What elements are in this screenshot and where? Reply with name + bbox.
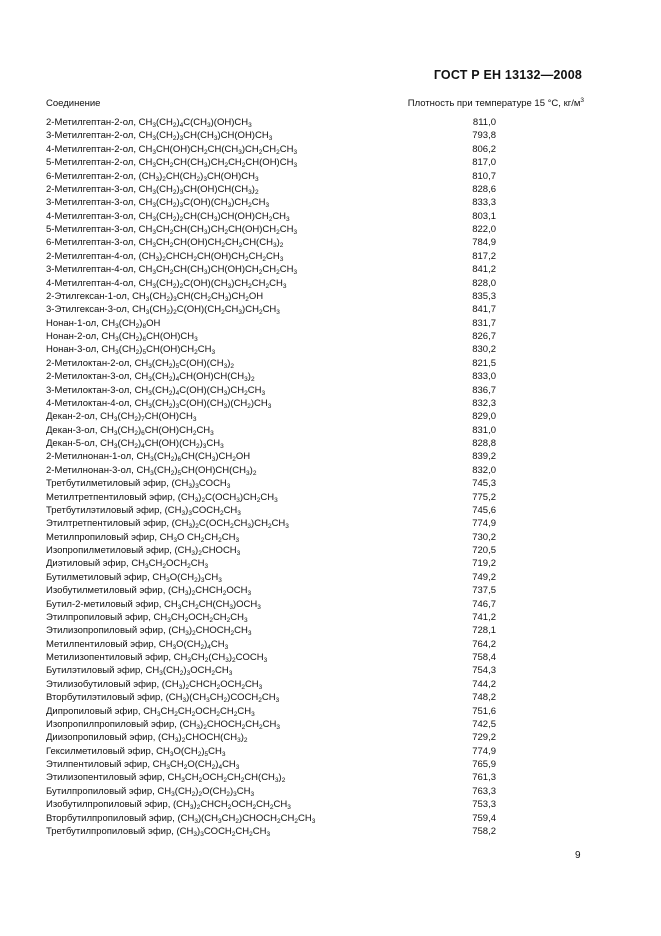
density-value: 821,5 (472, 357, 496, 369)
compound-name: Третбутилметиловый эфир, $(CH_3)_3COCH_3$ (46, 478, 231, 491)
table-row (46, 745, 496, 758)
table-row (46, 290, 496, 303)
compound-name: Этилизопропиловый эфир, $(CH_3)_2CHOCH_2CH_3$ (46, 625, 252, 638)
compound-name: Бутилэтиловый эфир, $CH_3(CH_2)_3OCH_2CH_3$ (46, 665, 233, 678)
density-value: 758,4 (472, 652, 496, 663)
density-value: 793,8 (472, 130, 496, 142)
table-row (46, 825, 496, 838)
compound-name: Декан-5-ол, $CH_3(CH_2)_4CH(OH)(CH_2)_3CH_3$ (46, 438, 224, 450)
compound-name: Диэтиловый эфир, $CH_3CH_2OCH_2CH_3$ (46, 558, 209, 571)
density-value: 817,0 (472, 157, 496, 169)
density-value: 833,3 (472, 197, 496, 209)
density-value: 806,2 (472, 143, 496, 155)
table-row (46, 450, 496, 463)
compound-name: 4-Метилгептан-2-ол, $CH_3CH(OH)CH_2CH(CH_3)CH_2CH_2CH_3$ (46, 143, 298, 156)
table-row (46, 785, 496, 798)
density-value: 828,8 (472, 438, 496, 449)
compound-name: 2-Метилоктан-2-ол, $CH_3(CH_2)_5C(OH)(CH_3)_2$ (46, 357, 234, 370)
table-row (46, 236, 496, 249)
density-value: 763,3 (472, 785, 496, 797)
compound-name: 2-Метилнонан-1-ол, $CH_3(CH_2)_6CH(CH_3)CH_2OH$ (46, 451, 251, 464)
compound-name: 2-Этилгексан-1-ол, $CH_3(CH_2)_3CH(CH_2CH_3)CH_2OH$ (46, 290, 264, 303)
table-row (46, 223, 496, 236)
density-value: 831,0 (472, 424, 496, 436)
table-row (46, 544, 496, 557)
density-value: 784,9 (472, 237, 496, 249)
density-label: Плотность при температуре 15 °С, кг/м (407, 98, 581, 109)
table-row (46, 731, 496, 744)
table-row (46, 424, 496, 437)
table-row (46, 410, 496, 423)
compound-name: 2-Метилгептан-2-ол, $CH_3(CH_2)_4C(CH_3)(OH)CH_3$ (46, 117, 252, 129)
density-value: 742,5 (472, 718, 496, 730)
table-row (46, 638, 496, 651)
density-value: 758,2 (472, 825, 496, 837)
table-row (46, 758, 496, 771)
compound-name: Этилтретпентиловый эфир, $(CH_3)_2C(OCH_2CH_3)CH_2CH_3$ (46, 518, 289, 531)
compound-name: 6-Метилгептан-3-ол, $CH_3CH_2CH(OH)CH_2CH_2CH(CH_3)_2$ (46, 237, 284, 250)
table-row (46, 210, 496, 223)
compound-name: Этилпропиловый эфир, $CH_3CH_2OCH_2CH_2CH_3$ (46, 611, 248, 624)
density-value: 775,2 (472, 491, 496, 503)
compound-name: 3-Метилгептан-2-ол, $CH_3(CH_2)_3CH(CH_3)CH(OH)CH_3$ (46, 130, 273, 143)
compound-name: Декан-3-ол, $CH_3(CH_2)_6CH(OH)CH_2CH_3$ (46, 424, 214, 437)
table-row (46, 116, 496, 129)
compound-name: Бутил-2-метиловый эфир, $CH_3CH_2CH(CH_3)OCH_3$ (46, 598, 261, 611)
density-value: 753,3 (472, 799, 496, 811)
table-row (46, 437, 496, 450)
table-row (46, 611, 496, 624)
compound-name: 5-Метилгептан-3-ол, $CH_3CH_2CH(CH_3)CH_2CH(OH)CH_2CH_3$ (46, 224, 298, 236)
density-value: 811,0 (472, 117, 496, 128)
compound-name: Метилпропиловый эфир, $CH_3O$ $CH_2CH_2CH_3$ (46, 531, 240, 544)
density-value: 745,3 (472, 478, 496, 490)
table-row (46, 531, 496, 544)
table-row (46, 705, 496, 718)
table-row (46, 517, 496, 530)
density-value: 832,0 (472, 464, 496, 476)
compound-name: 2-Метилгептан-4-ол, $(CH_3)_2CHCH_2CH(OH)CH_2CH_2CH_3$ (46, 250, 284, 263)
table-row (46, 357, 496, 370)
density-value: 751,6 (472, 705, 496, 717)
density-value: 830,2 (472, 344, 496, 356)
compound-name: Метилпентиловый эфир, $CH_3O(CH_2)_4CH_3$ (46, 638, 229, 651)
density-value: 822,0 (472, 224, 496, 235)
table-row (46, 156, 496, 169)
document-id: ГОСТ Р ЕН 13132—2008 (433, 68, 582, 82)
compound-name: Изобутилметиловый эфир, $(CH_3)_2CHCH_2OCH_3$ (46, 585, 252, 598)
compound-name: Метилизопентиловый эфир, $CH_3CH_2(CH_3)_2COCH_3$ (46, 652, 268, 664)
density-value: 746,7 (472, 598, 496, 610)
density-value: 729,2 (472, 732, 496, 744)
compound-name: 4-Метилгептан-4-ол, $CH_3(CH_2)_2C(OH)(CH_3)CH_2CH_2CH_3$ (46, 277, 287, 290)
density-value: 748,2 (472, 692, 496, 704)
compound-name: Вторбутилпропиловый эфир, $(CH_3)(CH_3CH_2)CHOCH_2CH_2CH_3$ (46, 812, 316, 825)
density-value: 745,6 (472, 504, 496, 516)
density-value: 730,2 (472, 531, 496, 543)
compound-name: Гексилметиловый эфир, $CH_3O(CH_2)_5CH_3$ (46, 745, 226, 758)
density-value: 835,3 (472, 290, 496, 302)
compound-name: Нонан-3-ол, $CH_3(CH_2)_5CH(OH)CH_2CH_3$ (46, 344, 216, 357)
density-value: 764,2 (472, 638, 496, 650)
density-value: 832,3 (472, 397, 496, 409)
table-row (46, 584, 496, 597)
compound-name: 3-Метилоктан-3-ол, $CH_3(CH_2)_4C(OH)(CH_3)CH_2CH_3$ (46, 384, 266, 397)
compound-name: Диизопропиловый эфир, $(CH_3)_2CHOCH(CH_3)_2$ (46, 732, 248, 745)
density-value: 826,7 (472, 331, 496, 342)
table-row (46, 343, 496, 356)
compound-name: Третбутилпропиловый эфир, $(CH_3)_3COCH_2CH_2CH_3$ (46, 825, 271, 838)
table-row (46, 397, 496, 410)
compound-name: Этилизопентиловый эфир, $CH_3CH_2OCH_2CH_2CH(CH_3)_2$ (46, 772, 286, 785)
table-row (46, 557, 496, 570)
compound-name: Изобутилпропиловый эфир, $(CH_3)_2CHCH_2OCH_2CH_2CH_3$ (46, 799, 291, 812)
table-row (46, 384, 496, 397)
table-row (46, 303, 496, 316)
density-value: 833,0 (472, 371, 496, 383)
compound-name: 6-Метилгептан-2-ол, $(CH_3)_2CH(CH_2)_3CH(OH)CH_3$ (46, 170, 259, 183)
column-header-compound: Соединение (46, 98, 101, 109)
compound-name: Метилтретпентиловый эфир, $(CH_3)_2C(OCH_3)CH_2CH_3$ (46, 491, 278, 504)
table-row (46, 277, 496, 290)
compound-name: Декан-2-ол, $CH_3(CH_2)_7CH(OH)CH_3$ (46, 411, 197, 424)
table-row (46, 263, 496, 276)
table-row (46, 571, 496, 584)
table-row (46, 477, 496, 490)
table-row (46, 491, 496, 504)
compound-name: 4-Метилгептан-3-ол, $CH_3(CH_2)_2CH(CH_3)CH(OH)CH_2CH_3$ (46, 210, 290, 223)
table-row (46, 651, 496, 664)
table-row (46, 678, 496, 691)
density-value: 741,2 (472, 611, 496, 623)
density-value: 728,1 (472, 625, 496, 637)
table-row (46, 196, 496, 209)
table-row (46, 183, 496, 196)
table-row (46, 718, 496, 731)
density-table (46, 116, 496, 838)
compound-name: Нонан-2-ол, $CH_3(CH_2)_6CH(OH)CH_3$ (46, 331, 198, 343)
density-value: 828,6 (472, 183, 496, 195)
table-row (46, 250, 496, 263)
compound-name: 5-Метилгептан-2-ол, $CH_3CH_2CH(CH_3)CH_2CH_2CH(OH)CH_3$ (46, 157, 298, 170)
table-row (46, 664, 496, 677)
density-value: 765,9 (472, 759, 496, 770)
density-value: 749,2 (472, 571, 496, 583)
table-row (46, 691, 496, 704)
density-value: 831,7 (472, 317, 496, 329)
compound-name: 3-Метилгептан-3-ол, $CH_3(CH_2)_3C(OH)(CH_3)CH_2CH_3$ (46, 197, 270, 210)
compound-name: Бутилметиловый эфир, $CH_3O(CH_2)_3CH_3$ (46, 571, 222, 584)
density-unit-exponent: 3 (580, 97, 584, 104)
compound-name: Дипропиловый эфир, $CH_3CH_2CH_2OCH_2CH_2CH_3$ (46, 705, 255, 718)
density-value: 719,2 (472, 558, 496, 570)
compound-name: Третбутилэтиловый эфир, $(CH_3)_3COCH_2CH_3$ (46, 504, 241, 517)
table-row (46, 598, 496, 611)
table-row (46, 464, 496, 477)
compound-name: 2-Метилнонан-3-ол, $CH_3(CH_2)_5CH(OH)CH(CH_3)_2$ (46, 464, 257, 477)
density-value: 817,2 (472, 250, 496, 262)
table-row (46, 330, 496, 343)
density-value: 841,2 (472, 264, 496, 276)
compound-name: 3-Этилгексан-3-ол, $CH_3(CH_2)_2C(OH)(CH_2CH_3)CH_2CH_3$ (46, 304, 280, 317)
compound-name: Изопропилметиловый эфир, $(CH_3)_2CHOCH_3$ (46, 545, 241, 557)
table-row (46, 624, 496, 637)
compound-name: 3-Метилгептан-4-ол, $CH_3CH_2CH(CH_3)CH(OH)CH_2CH_2CH_3$ (46, 264, 298, 277)
compound-name: 2-Метилоктан-3-ол, $CH_3(CH_2)_4CH(OH)CH(CH_3)_2$ (46, 371, 255, 384)
compound-name: 4-Метилоктан-4-ол, $CH_3(CH_2)_3C(OH)(CH_3)(CH_2)CH_3$ (46, 397, 272, 410)
density-value: 810,7 (472, 170, 496, 182)
density-value: 774,9 (472, 518, 496, 530)
compound-name: Изопропилпропиловый эфир, $(CH_3)_2CHOCH_2CH_2CH_3$ (46, 718, 281, 731)
density-value: 829,0 (472, 411, 496, 423)
compound-name: 2-Метилгептан-3-ол, $CH_3(CH_2)_3CH(OH)CH(CH_3)_2$ (46, 183, 259, 196)
density-value: 839,2 (472, 451, 496, 463)
compound-name: Нонан-1-ол, $CH_3(CH_2)_8OH$ (46, 317, 161, 330)
density-value: 761,3 (472, 772, 496, 784)
density-value: 737,5 (472, 585, 496, 597)
density-value: 774,9 (472, 745, 496, 757)
table-row (46, 170, 496, 183)
density-value: 754,3 (472, 665, 496, 677)
column-header-density (408, 98, 584, 109)
compound-name: Бутилпропиловый эфир, $CH_3(CH_2)_2O(CH_2)_3CH_3$ (46, 785, 255, 798)
compound-name: Вторбутилэтиловый эфир, $(CH_3)(CH_3CH_2)COCH_2CH_3$ (46, 692, 280, 705)
compound-name: Этилизобутиловый эфир, $(CH_3)_2CHCH_2OCH_2CH_3$ (46, 678, 263, 691)
density-value: 720,5 (472, 545, 496, 556)
table-row (46, 370, 496, 383)
density-value: 828,0 (472, 277, 496, 289)
density-value: 803,1 (472, 210, 496, 222)
compound-name: Этилпентиловый эфир, $CH_3CH_2O(CH_2)_4CH_3$ (46, 759, 240, 771)
table-row (46, 504, 496, 517)
table-row (46, 798, 496, 811)
table-row (46, 143, 496, 156)
table-row (46, 771, 496, 784)
density-value: 841,7 (472, 304, 496, 316)
table-row (46, 317, 496, 330)
page-number: 9 (575, 850, 581, 861)
density-value: 836,7 (472, 384, 496, 396)
density-value: 759,4 (472, 812, 496, 824)
table-row (46, 129, 496, 142)
density-value: 744,2 (472, 678, 496, 690)
table-row (46, 812, 496, 825)
